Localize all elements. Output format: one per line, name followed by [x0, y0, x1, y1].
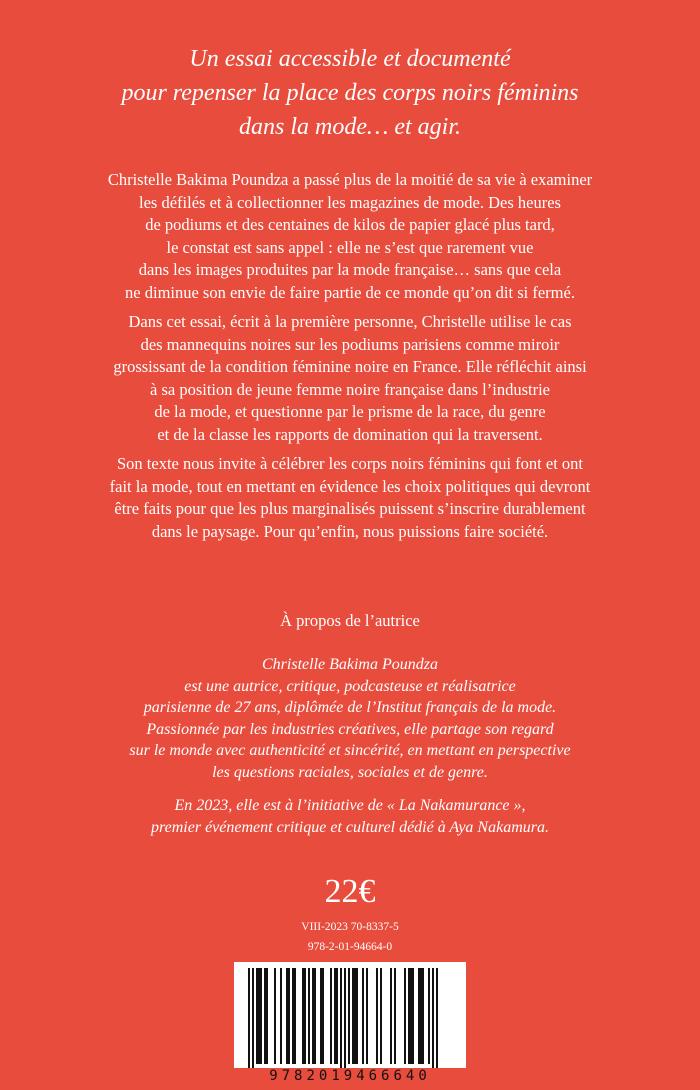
barcode-bar: [322, 968, 324, 1064]
text-line: le constat est sans appel : elle ne s’est que rarement vue: [166, 237, 534, 257]
bio-line: parisienne de 27 ans, diplômée de l’Institut français de la mode.: [143, 699, 557, 716]
isbn-code: 978-2-01-94664-0: [307, 941, 393, 953]
barcode-bar: [302, 968, 304, 1064]
text-line: des mannequins noires sur les podiums parisiens comme miroir: [140, 334, 560, 354]
barcode-bar: [394, 968, 396, 1064]
barcode-bar: [376, 968, 378, 1064]
paragraph-intro: [40, 169, 660, 304]
barcode-bar: [312, 968, 314, 1064]
barcode-bar: [356, 968, 358, 1064]
barcode-bar: [280, 968, 282, 1064]
text-line: Son texte nous invite à célébrer les corps noirs féminins qui font et ont: [116, 454, 584, 473]
paragraph-conclusion: [40, 453, 660, 543]
edition-code: VIII-2023 70-8337-5: [301, 921, 399, 933]
barcode-bar: [294, 968, 296, 1064]
barcode-bar: [344, 968, 346, 1068]
bio-line: premier événement critique et culturel dédié à Aya Nakamura.: [151, 818, 549, 836]
tagline-line: Un essai accessible et documenté: [189, 46, 511, 72]
barcode-bar: [274, 968, 276, 1064]
tagline-line: dans la mode… et agir.: [239, 114, 461, 140]
barcode-bar: [432, 968, 434, 1068]
barcode-bar: [418, 968, 420, 1064]
text-line: dans les images produites par la mode française… sans que cela: [138, 260, 562, 279]
barcode-bar: [428, 968, 430, 1064]
barcode-bar: [258, 968, 260, 1064]
barcode-bar: [304, 968, 306, 1064]
barcode-bar: [390, 968, 392, 1064]
bio-line: est une autrice, critique, podcasteuse et réalisatrice: [184, 677, 516, 695]
text-line: de la mode, et questionne par le prisme de la race, du genre: [154, 402, 546, 421]
bio-line: sur le monde avec authenticité et sincérité, en mettant en perspective: [129, 742, 571, 759]
barcode-bar: [256, 968, 258, 1064]
barcode-bar: [320, 968, 322, 1064]
barcode-bar: [248, 968, 250, 1068]
about-heading: À propos de l’autrice: [280, 611, 420, 630]
barcode-bar: [266, 968, 268, 1064]
tagline-line: pour repenser la place des corps noirs féminins: [121, 80, 579, 106]
text-line: de podiums et des centaines de kilos de papier glacé plus tard,: [145, 215, 555, 234]
text-line: être faits pour que les plus marginalisés puissent s’inscrire durablement: [114, 499, 586, 518]
text-line: grossissant de la condition féminine noire en France. Elle réfléchit ainsi: [113, 357, 587, 376]
barcode-bar: [348, 968, 350, 1064]
barcode-bar: [260, 968, 262, 1064]
barcode-bar: [380, 968, 382, 1064]
barcode-digits: 9782019466640: [234, 1068, 466, 1084]
barcode-bar: [362, 968, 364, 1064]
barcode-bar: [422, 968, 424, 1064]
barcode-bar: [288, 968, 290, 1064]
barcode-bar: [334, 968, 336, 1064]
barcode-bar: [314, 968, 316, 1064]
bio-line: les questions raciales, sociales et de genre.: [212, 763, 488, 781]
author-bio: [40, 654, 660, 783]
text-line: à sa position de jeune femme noire française dans l’industrie: [150, 379, 550, 399]
barcode-bar: [412, 968, 414, 1064]
barcode-bar: [436, 968, 438, 1068]
text-line: les défilés et à collectionner les magazines de mode. Des heures: [139, 192, 561, 212]
bio-line: Passionnée par les industries créatives, elle partage son regard: [146, 720, 554, 738]
barcode-bar: [410, 968, 412, 1064]
text-line: dans le paysage. Pour qu’enfin, nous puissions faire société.: [151, 521, 549, 541]
paragraph-essay: [40, 311, 660, 446]
barcode-bar: [286, 968, 288, 1064]
barcode-bar: [264, 968, 266, 1064]
text-line: et de la classe les rapports de domination qui la traversent.: [157, 424, 543, 444]
tagline: [0, 42, 700, 144]
barcode: [234, 962, 466, 1070]
text-line: Dans cet essai, écrit à la première personne, Christelle utilise le cas: [128, 312, 572, 331]
barcode-bar: [340, 968, 342, 1068]
bio-line: En 2023, elle est à l’initiative de « La Nakamurance »,: [174, 797, 526, 814]
barcode-bar: [404, 968, 406, 1064]
barcode-bar: [308, 968, 310, 1064]
text-line: fait la mode, tout en mettant en évidence les choix politiques qui devront: [109, 476, 591, 496]
barcode-bar: [408, 968, 410, 1064]
barcode-bar: [336, 968, 338, 1064]
barcode-bar: [292, 968, 294, 1064]
text-line: Christelle Bakima Poundza a passé plus de la moitié de sa vie à examiner: [107, 170, 593, 189]
barcode-bar: [366, 968, 368, 1064]
barcode-bar: [252, 968, 254, 1068]
barcode-bar: [420, 968, 422, 1064]
author-initiative: [40, 795, 660, 838]
barcode-bar: [330, 968, 332, 1064]
bio-line: Christelle Bakima Poundza: [262, 656, 438, 673]
barcode-bar: [352, 968, 354, 1064]
barcode-graphic: [234, 962, 466, 1070]
price: 22€: [324, 873, 376, 910]
text-line: ne diminue son envie de faire partie de ce monde qu’on dit si fermé.: [125, 282, 575, 302]
barcode-bar: [354, 968, 356, 1064]
